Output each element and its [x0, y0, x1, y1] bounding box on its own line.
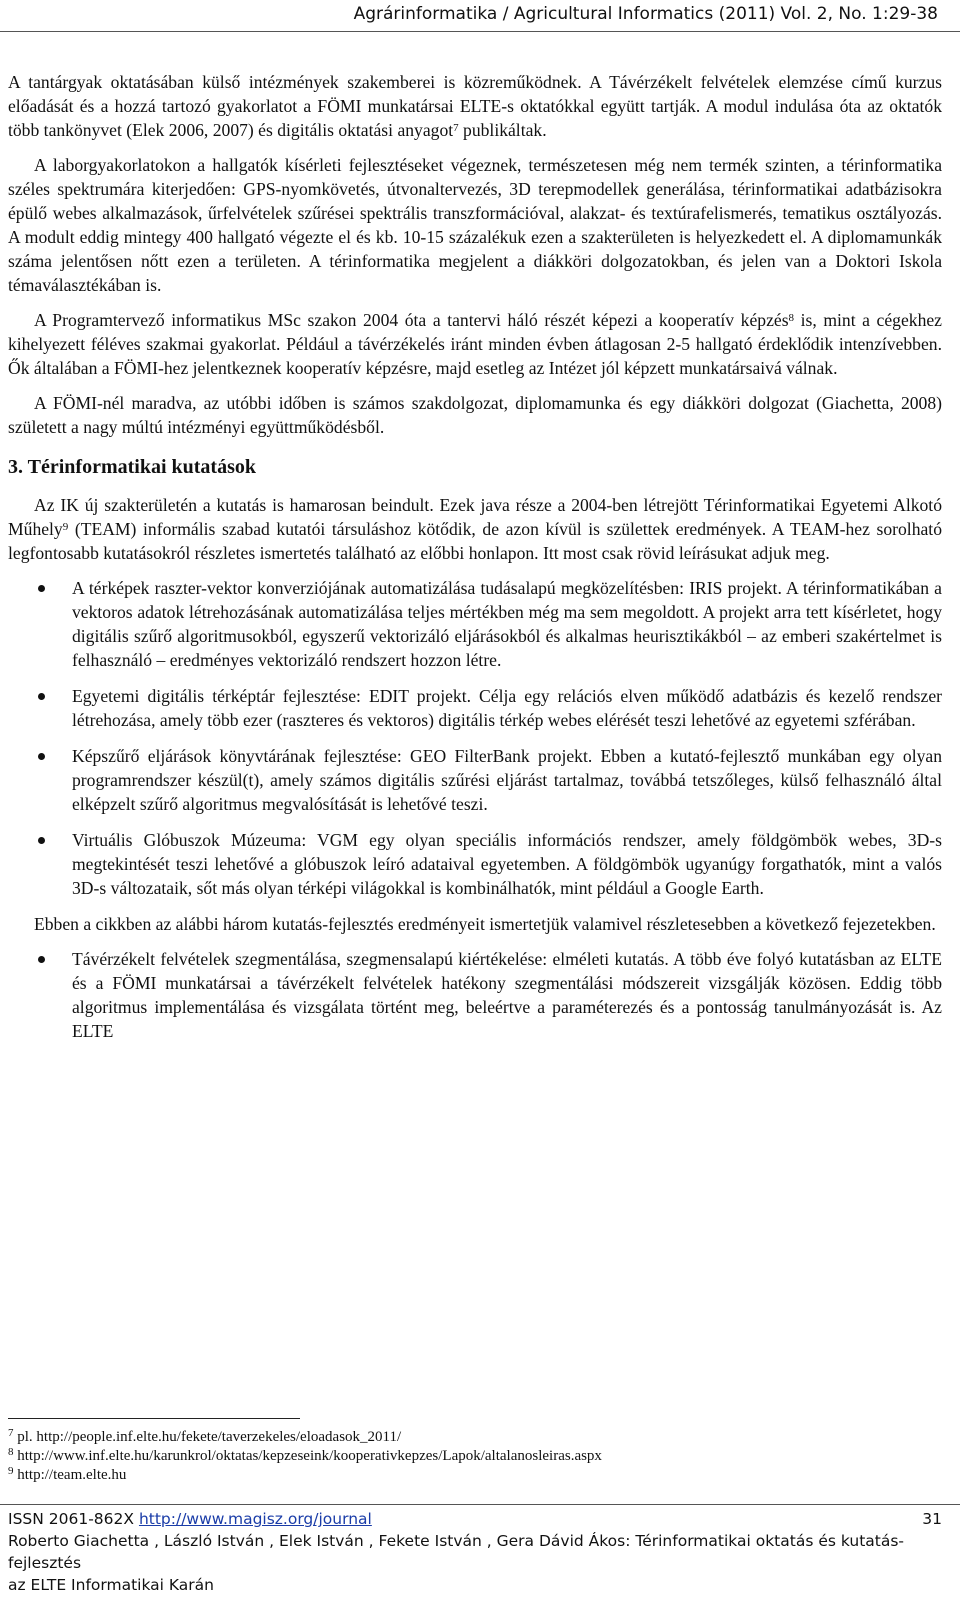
- paragraph-1: [8, 70, 942, 142]
- footer-issn-line: [8, 1508, 372, 1530]
- list-item: [8, 576, 942, 672]
- footer-authors-cont: az ELTE Informatikai Karán: [8, 1576, 214, 1594]
- page-footer: [8, 1508, 942, 1596]
- footnote-link[interactable]: http://team.elte.hu: [17, 1467, 127, 1483]
- bullet-icon: [38, 956, 45, 963]
- list-item-text: A térképek raszter-vektor konverziójának automatizálása tudásalapú megközelítésben: IRIS projekt. A térinformatikában a vektoros adatok létrehozásának automatizálása teljes mértékben még ma sem megoldott. A projekt arra tett kísérletet, hogy digitális szűrő algoritmusokból, egyszerű vektorizáló eljárásokból és alkalmas heurisztikákból – az emberi szakértelmet is felhasználó – eredményes vektorizáló rendszert hozzon létre.: [72, 578, 942, 670]
- list-item: [8, 947, 942, 1043]
- issn: ISSN 2061-862X: [8, 1510, 135, 1528]
- footer-divider: [0, 1504, 960, 1505]
- research-list: [8, 576, 942, 900]
- footnote-7: [8, 1428, 602, 1447]
- paragraph-4: A FÖMI-nél maradva, az utóbbi időben is számos szakdolgozat, diplomamunka és egy diákköri dolgozat (Giachetta, 2008) született a nagy múltú intézményi együttműködésből.: [8, 393, 942, 437]
- footnote-link[interactable]: http://www.inf.elte.hu/karunkrol/oktatas/kepzeseink/kooperativkepzes/Lapok/altalanosleiras.aspx: [17, 1448, 602, 1464]
- paragraph-3: [8, 308, 942, 380]
- footnote-8: [8, 1447, 602, 1466]
- section-intro-text-b: (TEAM) informális szabad kutatói társuláshoz kötődik, de azon kívül is születtek eredmények. A TEAM-hez sorolható legfontosabb kutatásokról részletes ismertetés található az előbbi honlapon. Itt most csak rövid leírásukat adjuk meg.: [8, 519, 942, 563]
- paragraph-1-end: publikáltak.: [458, 120, 547, 140]
- page-number: 31: [922, 1510, 942, 1528]
- footer-row: [8, 1508, 942, 1530]
- footnote-link[interactable]: pl. http://people.inf.elte.hu/fekete/taverzekeles/eloadasok_2011/: [17, 1429, 402, 1445]
- paragraph-3-text-b: is, mint a cégekhez kihelyezett féléves szakmai gyakorlat. Például a távérzékelés iránt minden évben átlagosan 2-5 hallgató érdeklődik intenzívebben. Ők általában a FÖMI-hez jelentkeznek kooperatív képzésre, majd esetleg az Intézet jól képzett munkatársaivá válnak.: [8, 310, 942, 378]
- footnote-number: 8: [8, 1446, 14, 1458]
- header-divider: [0, 31, 960, 32]
- closing-paragraph: Ebben a cikkben az alábbi három kutatás-fejlesztés eredményeit ismertetjük valamivel részletesebben a következő fejezetekben.: [34, 914, 936, 934]
- footnotes: [8, 1428, 602, 1485]
- paragraph-1-text: A tantárgyak oktatásában külső intézmények szakemberei is közreműködnek. A Távérzékelt felvételek elemzése című kurzus előadását és a hozzá tartozó gyakorlatot a FÖMI munkatársai ELTE-s oktatókkal együtt tartják. A modul indulása óta az oktatók több tankönyvet (Elek 2006, 2007) és digitális oktatási anyagot: [8, 72, 942, 140]
- footnote-ref-7[interactable]: 7: [453, 122, 459, 134]
- footnote-number: 7: [8, 1427, 14, 1439]
- list-item-text: Egyetemi digitális térképtár fejlesztése: EDIT projekt. Célja egy relációs elven működő adatbázis és kezelő rendszer létrehozása, amely több ezer (raszteres és vektoros) digitális térkép webes elérését teszi lehetővé az egyetemi szférában.: [72, 686, 942, 730]
- results-list: [8, 947, 942, 1043]
- list-item: [8, 744, 942, 816]
- footnote-ref-9[interactable]: 9: [62, 521, 69, 533]
- list-item: [8, 684, 942, 732]
- footer-authors: Roberto Giachetta , László István , Elek István , Fekete István , Gera Dávid Ákos: Térinformatikai oktatás és kutatás-fejlesztés: [8, 1532, 905, 1572]
- journal-link[interactable]: http://www.magisz.org/journal: [138, 1510, 372, 1528]
- section-intro: [8, 493, 942, 565]
- footnote-divider: [8, 1418, 300, 1419]
- section-heading: 3. Térinformatikai kutatások: [8, 456, 256, 478]
- paragraph-2: A laborgyakorlatokon a hallgatók kísérleti fejlesztéseket végeznek, természetesen még nem termék szinten, a térinformatika széles spektrumára kiterjedően: GPS-nyomkövetés, útvonaltervezés, 3D terepmodellek generálása, térinformatikai adatbázisokra épülő webes alkalmazások, űrfelvételek szűrései spektrális transzformációval, alakzat- és textúrafelismerés, tematikus osztályozás. A modult eddig mintegy 400 hallgató végezte el és kb. 10-15 százalékuk ezen a szakterületen is helyezkedett el. A diplomamunkák száma jelentősen nőtt ezen a területen. A térinformatika megjelent a diákköri dolgozatokban, és jelen van a Doktori Iskola témaválasztékában is.: [8, 155, 942, 295]
- footnote-ref-8[interactable]: 8: [788, 312, 795, 324]
- bullet-icon: [38, 585, 45, 592]
- list-item-text: Képszűrő eljárások könyvtárának fejlesztése: GEO FilterBank projekt. Ebben a kutató-fejlesztő munkában egy olyan programrendszer készül(t), amely számos digitális szűrési eljárást tartalmaz, továbbá tetszőleges, külső felhasználó által elképzelt szűrő algoritmus megvalósítását is lehetővé teszi.: [72, 746, 942, 814]
- bullet-icon: [38, 837, 45, 844]
- paragraph-3-text-a: A Programtervező informatikus MSc szakon 2004 óta a tantervi háló részét képezi a kooperatív képzés: [34, 310, 789, 330]
- list-item: [8, 828, 942, 900]
- bullet-icon: [38, 693, 45, 700]
- section-intro-text-a: Az IK új szakterületén a kutatás is hamarosan beindult. Ezek java része a 2004-ben létrejött Térinformatikai Egyetemi Alkotó Műhely: [8, 495, 942, 539]
- running-header: Agrárinformatika / Agricultural Informatics (2011) Vol. 2, No. 1:29-38: [353, 4, 938, 24]
- footnote-9: [8, 1466, 602, 1485]
- bullet-icon: [38, 753, 45, 760]
- footnote-number: 9: [8, 1465, 14, 1477]
- list-item-text: Távérzékelt felvételek szegmentálása, szegmensalapú kiértékelése: elméleti kutatás. A több éve folyó kutatásban az ELTE és a FÖMI munkatársai a távérzékelt felvételek hatékony szegmentálási módszereit vizsgálják közösen. Eddig több algoritmus implementálása és vizsgálata történt meg, beleértve a paraméterezés és a pontosság tanulmányozását is. Az ELTE: [72, 949, 942, 1041]
- list-item-text: Virtuális Glóbuszok Múzeuma: VGM egy olyan speciális információs rendszer, amely földgömbök webes, 3D-s megtekintését teszi lehetővé a glóbuszok leíró adataival egyetemben. A földgömbök ugyanúgy forgathatók, mint a valós 3D-s változataik, sőt más olyan térképi világokkal is kombinálhatók, mint például a Google Earth.: [72, 830, 942, 898]
- article-body: [8, 70, 942, 1055]
